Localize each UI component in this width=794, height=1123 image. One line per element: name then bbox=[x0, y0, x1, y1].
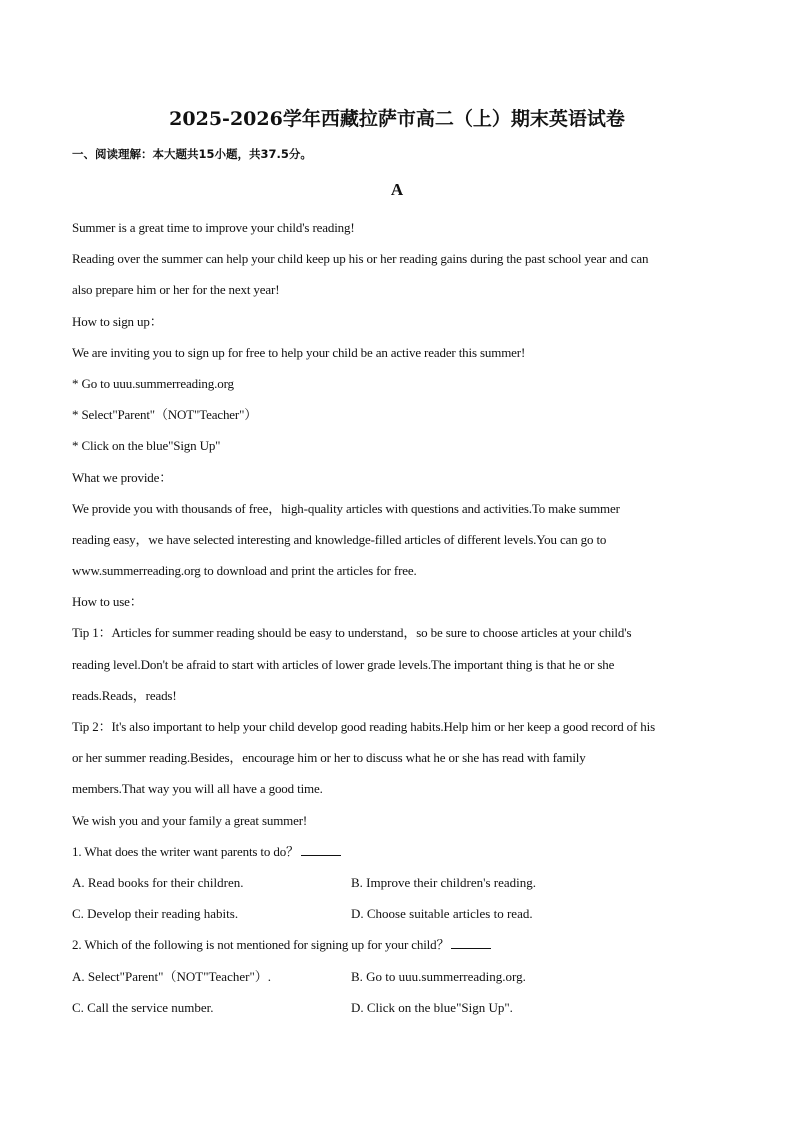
option-row bbox=[72, 961, 732, 992]
passage-line: * Click on the blue"Sign Up" bbox=[72, 438, 221, 454]
answer-blank[interactable] bbox=[451, 936, 491, 949]
passage-line: We wish you and your family a great summer! bbox=[72, 812, 308, 828]
passage-line: also prepare him or her for the next year! bbox=[72, 282, 280, 298]
option-c: C. Develop their reading habits. bbox=[72, 906, 239, 922]
option-d: D. Choose suitable articles to read. bbox=[351, 906, 533, 922]
option-row bbox=[72, 867, 732, 898]
option-d: D. Click on the blue"Sign Up". bbox=[351, 999, 513, 1015]
exam-title: 2025-2026学年西藏拉萨市高二（上）期末英语试卷 bbox=[169, 108, 625, 130]
passage-line: www.summerreading.org to download and print the articles for free. bbox=[72, 563, 417, 579]
section-heading: 一、阅读理解：本大题共15小题，共37.5分。 bbox=[72, 147, 312, 161]
passage-line: What we provide： bbox=[72, 469, 173, 485]
passage-body bbox=[72, 212, 732, 1023]
option-b: B. Improve their children's reading. bbox=[351, 874, 537, 890]
passage-line: * Go to uuu.summerreading.org bbox=[72, 375, 234, 391]
passage-line: We are inviting you to sign up for free to help your child be an active reader this summer! bbox=[72, 344, 526, 360]
passage-label: A bbox=[390, 180, 404, 199]
passage-line: Tip 2：It's also important to help your child develop good reading habits.Help him or her keep a good record of his bbox=[72, 719, 656, 734]
passage-line: Reading over the summer can help your child keep up his or her reading gains during the past school year and can bbox=[72, 251, 649, 267]
option-row bbox=[72, 898, 732, 929]
passage-line: Summer is a great time to improve your child's reading! bbox=[72, 220, 355, 235]
option-b: B. Go to uuu.summerreading.org. bbox=[351, 968, 526, 984]
passage-line: We provide you with thousands of free，high-quality articles with questions and activities.To make summer bbox=[72, 500, 620, 516]
question-stem: 2. Which of the following is not mentioned for signing up for your child？ bbox=[72, 937, 450, 953]
question-1 bbox=[72, 836, 732, 867]
passage-line: Tip 1：Articles for summer reading should be easy to understand，so be sure to choose articles at your child's bbox=[72, 625, 632, 641]
option-a: A. Read books for their children. bbox=[72, 874, 244, 890]
passage-line: reading easy，we have selected interesting and knowledge-filled articles of different levels.You can go to bbox=[72, 531, 607, 547]
option-a: A. Select"Parent"（NOT"Teacher"）. bbox=[72, 968, 271, 984]
option-row bbox=[72, 992, 732, 1023]
passage-line: reads.Reads，reads! bbox=[72, 687, 177, 703]
passage-line: members.That way you will all have a good time. bbox=[72, 781, 323, 797]
passage-line: How to use： bbox=[72, 594, 143, 610]
option-c: C. Call the service number. bbox=[72, 999, 214, 1015]
question-stem: 1. What does the writer want parents to do？ bbox=[72, 843, 299, 859]
passage-line: How to sign up： bbox=[72, 313, 163, 329]
passage-line: reading level.Don't be afraid to start with articles of lower grade levels.The important thing is that he or she bbox=[72, 656, 615, 672]
question-2 bbox=[72, 929, 732, 960]
passage-line: * Select"Parent"（NOT"Teacher"） bbox=[72, 407, 258, 423]
answer-blank[interactable] bbox=[301, 843, 341, 856]
passage-line: or her summer reading.Besides，encourage him or her to discuss what he or she has read with family bbox=[72, 750, 586, 766]
